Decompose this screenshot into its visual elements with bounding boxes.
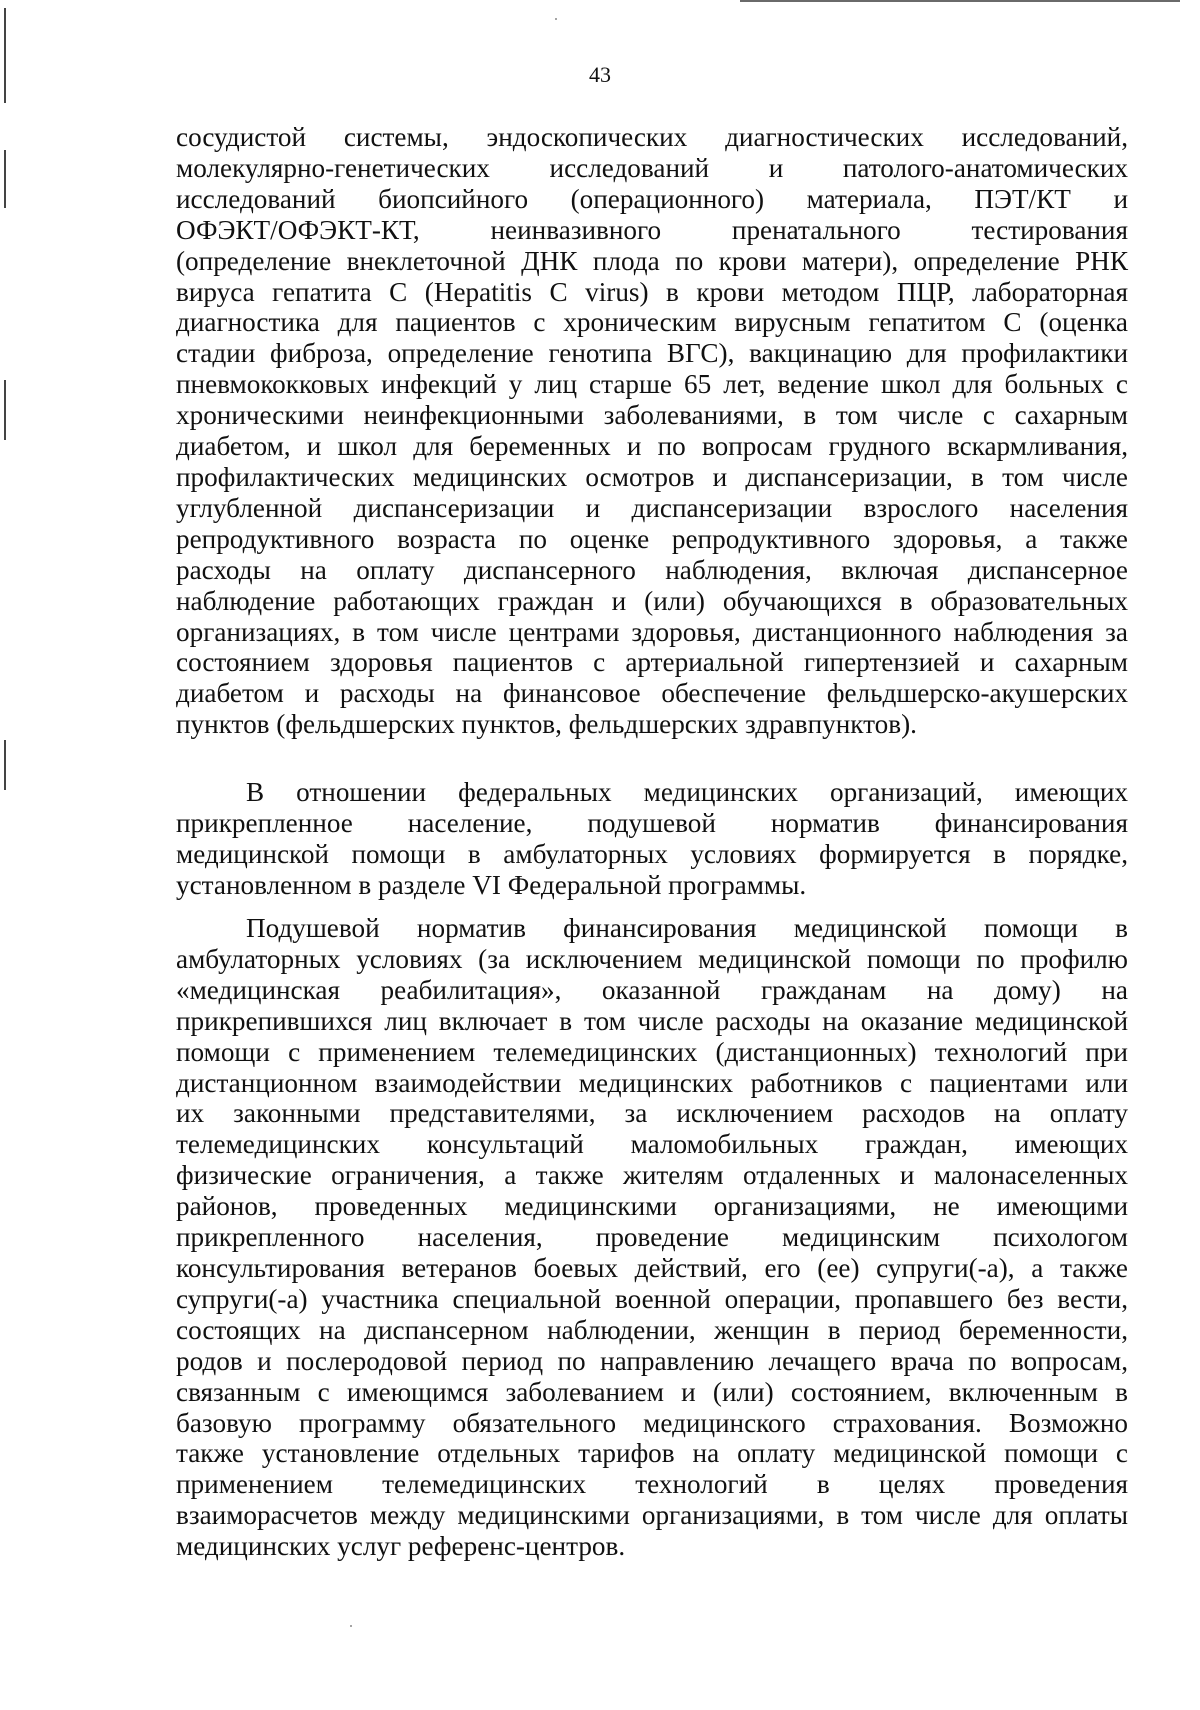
text-line: телемедицинских консультаций маломобильных граждан, имеющих — [176, 1129, 1128, 1160]
text-line: В отношении федеральных медицинских организаций, имеющих — [246, 777, 1128, 807]
text-line: диабетом, и школ для беременных и по вопросам грудного вскармливания, — [176, 431, 1128, 462]
text-line: консультирования ветеранов боевых действий, его (ее) супруги(-а), а также — [176, 1252, 1128, 1283]
text-line: хроническими неинфекционными заболеваниями, в том числе с сахарным — [176, 400, 1128, 431]
text-line: физические ограничения, а также жителям отдаленных и малонаселенных — [176, 1160, 1128, 1191]
text-line: супруги(-а) участника специальной военной операции, пропавшего без вести, — [176, 1283, 1128, 1314]
scan-speck — [350, 1625, 352, 1627]
text-line: родов и послеродовой период по направлению лечащего врача по вопросам, — [176, 1345, 1128, 1376]
text-line: вируса гепатита С (Hepatitis C virus) в крови методом ПЦР, лабораторная — [176, 276, 1128, 307]
scan-edge-mark — [4, 740, 6, 790]
text-line: состоянием здоровья пациентов с артериальной гипертензией и сахарным — [176, 647, 1128, 678]
text-line: (определение внеклеточной ДНК плода по крови матери), определение РНК — [176, 245, 1128, 276]
text-line: сосудистой системы, эндоскопических диагностических исследований, — [176, 122, 1128, 152]
text-line: установленном в разделе VI Федеральной программы. — [176, 869, 807, 900]
text-line: диабетом и расходы на финансовое обеспечение фельдшерско-акушерских — [176, 678, 1128, 709]
text-line: их законными представителями, за исключением расходов на оплату — [176, 1098, 1128, 1129]
text-line: диагностика для пациентов с хроническим вирусным гепатитом С (оценка — [176, 307, 1128, 338]
scan-edge-mark — [4, 380, 6, 440]
text-line: «медицинская реабилитация», оказанной гражданам на дому) на — [176, 974, 1128, 1005]
text-line: применением телемедицинских технологий в целях проведения — [176, 1469, 1128, 1500]
text-line: наблюдение работающих граждан и (или) обучающихся в образовательных — [176, 585, 1128, 616]
text-line: организациях, в том числе центрами здоровья, дистанционного наблюдения за — [176, 616, 1128, 647]
text-line: дистанционном взаимодействии медицинских работников с пациентами или — [176, 1067, 1128, 1098]
text-line: взаиморасчетов между медицинскими организациями, в том числе для оплаты — [176, 1500, 1128, 1531]
text-line: прикрепленное население, подушевой норматив финансирования — [176, 807, 1128, 838]
paragraph — [176, 122, 1128, 740]
text-line: также установление отдельных тарифов на оплату медицинской помощи с — [176, 1438, 1128, 1469]
scan-speck — [555, 18, 557, 20]
scan-edge-mark — [4, 8, 6, 103]
text-line: пунктов (фельдшерских пунктов, фельдшерских здравпунктов). — [176, 709, 917, 740]
page-number: 43 — [589, 62, 611, 87]
text-line: репродуктивного возраста по оценке репродуктивного здоровья, а также — [176, 523, 1128, 554]
text-line: амбулаторных условиях (за исключением медицинской помощи по профилю — [176, 943, 1128, 974]
text-line: углубленной диспансеризации и диспансеризации взрослого населения — [176, 492, 1128, 523]
text-line: ОФЭКТ/ОФЭКТ-КТ, неинвазивного пренатального тестирования — [176, 214, 1128, 245]
text-line: помощи с применением телемедицинских (дистанционных) технологий при — [176, 1036, 1128, 1067]
text-line: профилактических медицинских осмотров и диспансеризации, в том числе — [176, 461, 1128, 492]
scan-top-rule — [740, 0, 1180, 2]
text-line: пневмококковых инфекций у лиц старше 65 лет, ведение школ для больных с — [176, 369, 1128, 400]
text-line: расходы на оплату диспансерного наблюдения, включая диспансерное — [176, 554, 1128, 585]
text-line: прикрепленного населения, проведение медицинским психологом — [176, 1222, 1128, 1253]
text-line: медицинских услуг референс-центров. — [176, 1531, 626, 1562]
text-line: стадии фиброза, определение генотипа ВГС), вакцинацию для профилактики — [176, 338, 1128, 369]
text-line: базовую программу обязательного медицинского страхования. Возможно — [176, 1407, 1128, 1438]
paragraph — [176, 777, 1128, 901]
text-line: исследований биопсийного (операционного) материала, ПЭТ/КТ и — [176, 183, 1128, 214]
text-line: районов, проведенных медицинскими организациями, не имеющими — [176, 1191, 1128, 1222]
text-line: прикрепившихся лиц включает в том числе расходы на оказание медицинской — [176, 1005, 1128, 1036]
text-line: Подушевой норматив финансирования медицинской помощи в — [246, 913, 1128, 943]
paragraph — [176, 913, 1128, 1562]
scan-edge-mark — [4, 150, 6, 208]
text-line: состоящих на диспансерном наблюдении, женщин в период беременности, — [176, 1314, 1128, 1345]
text-line: молекулярно-генетических исследований и патолого-анатомических — [176, 152, 1128, 183]
text-line: медицинской помощи в амбулаторных условиях формируется в порядке, — [176, 838, 1128, 869]
text-line: связанным с имеющимся заболеванием и (или) состоянием, включенным в — [176, 1376, 1128, 1407]
